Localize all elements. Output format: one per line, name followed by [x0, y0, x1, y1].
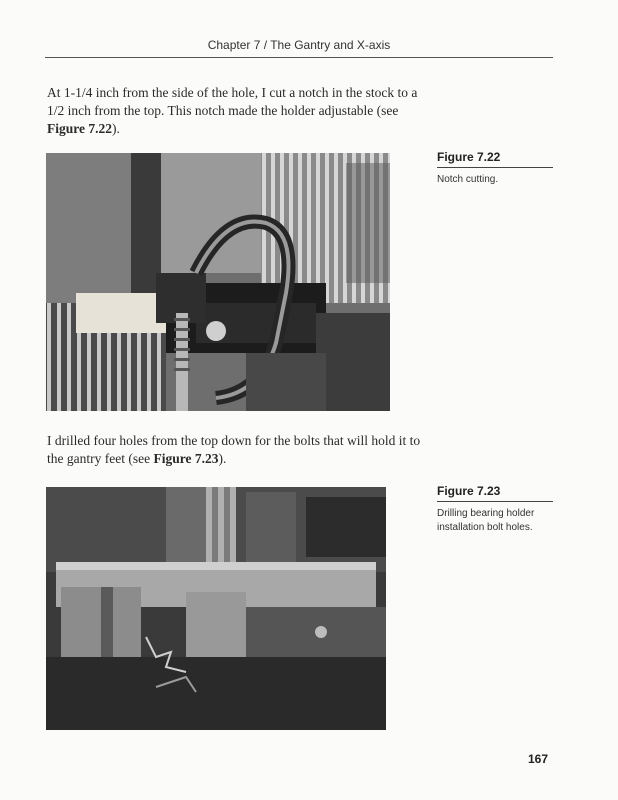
paragraph-notch — [47, 84, 427, 138]
running-header: Chapter 7 / The Gantry and X-axis — [207, 38, 391, 52]
paragraph-text: At 1-1/4 inch from the side of the hole, I cut a notch in the stock to a 1/2 inch from the top. This notch made the holder adjustable (see — [47, 85, 418, 118]
figure-reference-7-22: Figure 7.22 — [47, 121, 112, 136]
paragraph-text-end: ). — [218, 451, 227, 466]
figure-7-23-photo — [46, 487, 386, 730]
figure-reference-7-23: Figure 7.23 — [153, 451, 219, 466]
figure-7-22-caption — [437, 150, 553, 187]
figure-caption: Notch cutting. — [437, 174, 499, 185]
figure-7-22-photo — [46, 153, 390, 411]
paragraph-text: I drilled four holes from the top down for the bolts that will hold it to the gantry feet (see — [47, 433, 421, 466]
figure-title: Figure 7.23 — [437, 484, 553, 502]
paragraph-drilling — [47, 432, 427, 468]
page-number: 167 — [528, 752, 549, 766]
figure-7-23-caption — [437, 484, 553, 535]
paragraph-text-end: ). — [112, 121, 120, 136]
figure-caption: Drilling bearing holder installation bolt holes. — [437, 508, 535, 533]
header-rule — [45, 57, 553, 58]
figure-title: Figure 7.22 — [437, 150, 553, 168]
